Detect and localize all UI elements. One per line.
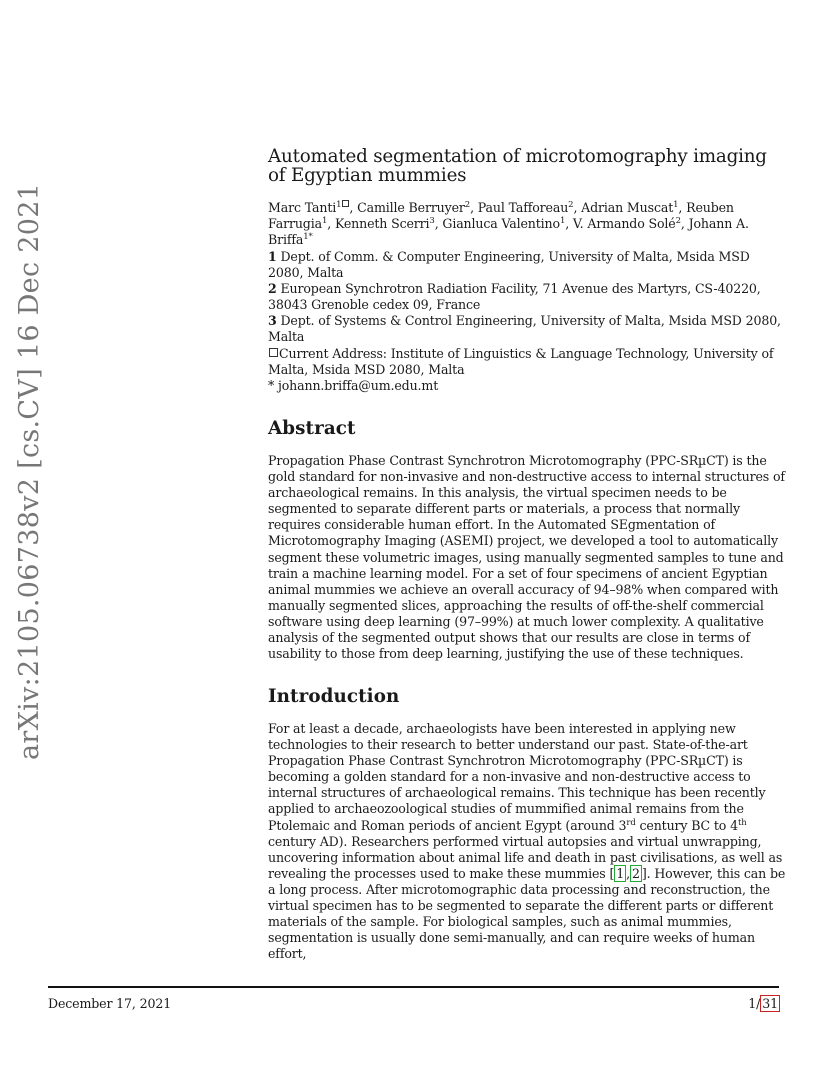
introduction-heading: Introduction	[268, 686, 400, 707]
arxiv-identifier: arXiv:2105.06738v2 [cs.CV] 16 Dec 2021	[14, 182, 45, 760]
paper-title: Automated segmentation of microtomography imaging of Egyptian mummies	[268, 146, 767, 186]
citation-link-2[interactable]: 2	[631, 865, 640, 881]
citation-link-1[interactable]: 1	[616, 865, 625, 881]
footer-rule	[48, 986, 779, 988]
abstract-text: Propagation Phase Contrast Synchrotron Microtomography (PPC-SRµCT) is the gold standard for non-invasive and non-destructive access to internal structures of archaeological remains. In this analysis, the virtual specimen needs to be segmented to separate different parts or materials, a process that normally requires considerable human effort. In the Automated SEgmentation of Microtomography Imaging (ASEMI) project, we developed a tool to automatically segment these volumetric images, using manually segmented samples to tune and train a machine learning model. For a set of four specimens of ancient Egyptian animal mummies we achieve an overall accuracy of 94–98% when compared with manually segmented slices, approaching the results of off-the-shelf commercial software using deep learning (97–99%) at much lower complexity. A qualitative analysis of the segmented output shows that our results are close in terms of usability to those from deep learning, justifying the use of these techniques.	[268, 453, 785, 662]
author-name: Kenneth Scerri	[334, 216, 430, 232]
author-affiliation-mark: 1	[336, 199, 342, 210]
author-separator: ,	[680, 216, 689, 232]
author-name: Paul Tafforeau	[477, 200, 569, 215]
author-name: Reuben Farrugia	[268, 200, 734, 232]
author-name: V. Armando Solé	[572, 216, 676, 232]
author-affiliation-mark: 1*	[303, 232, 313, 242]
author-separator: ,	[470, 200, 478, 215]
affiliations	[268, 249, 788, 346]
affiliation-3: 3 Dept. of Systems & Control Engineering, University of Malta, Msida MSD 2080, Malta	[268, 313, 781, 345]
footer-date: December 17, 2021	[48, 996, 172, 1011]
square-marker-icon	[269, 348, 278, 357]
author-separator: ,	[573, 200, 582, 215]
author-name: Johann A. Briffa	[268, 216, 749, 248]
affiliation-2: 2 European Synchrotron Radiation Facility, 71 Avenue des Martyrs, CS-40220, 38043 Grenoble cedex 09, France	[268, 281, 761, 313]
author-name: Adrian Muscat	[581, 200, 674, 215]
introduction-paragraph: For at least a decade, archaeologists have been interested in applying new technologies to their research to better understand our past. State-of-the-art Propagation Phase Contrast Synchrotron Microtomography (PPC-SRµCT) is becoming a golden standard for a non-invasive and non-destructive access to internal structures of archaeological remains. This technique has been recently applied to archaeozoological studies of mummified animal remains from the Ptolemaic and Roman periods of ancient Egypt (around 3rd century BC to 4th century AD). Researchers performed virtual autopsies and virtual unwrapping, uncovering information about animal life and death in past civilisations, as well as revealing the processes used to make these mummies [ 1 , 2 ]. However, this can be a long process. After microtomographic data processing and reconstruction, the virtual specimen has to be segmented to separate the different parts or different materials of the sample. For biological samples, such as animal mummies, segmentation is usually done semi-manually, and can require weeks of human effort,	[268, 721, 786, 962]
abstract-heading: Abstract	[268, 418, 356, 439]
affiliation-1: 1 Dept. of Comm. & Computer Engineering, University of Malta, Msida MSD 2080, Malta	[268, 249, 750, 281]
author-list	[268, 200, 788, 248]
author-separator: ,	[565, 216, 573, 232]
author-affiliation-mark: 1	[321, 215, 328, 226]
author-affiliation-mark: 2	[464, 199, 471, 210]
author-separator: ,	[434, 216, 443, 232]
author-affiliation-mark: 3	[429, 215, 435, 226]
author-affiliation-mark: 2	[675, 215, 681, 226]
author-name: Marc Tanti	[268, 200, 337, 215]
author-name: Camille Berruyer	[357, 200, 465, 215]
author-affiliation-mark: 1	[559, 215, 566, 226]
current-address: Current Address: Institute of Linguistics & Language Technology, University of Malta, Msida MSD 2080, Malta	[268, 346, 774, 378]
author-separator: ,	[678, 200, 687, 215]
corresponding-email: * johann.briffa@um.edu.mt	[268, 378, 439, 394]
total-pages-link[interactable]: 31	[762, 996, 778, 1011]
author-notes	[268, 346, 788, 394]
page-number: 1/ 31	[748, 996, 778, 1011]
author-affiliation-mark: 1	[673, 199, 679, 210]
author-separator: ,	[349, 200, 358, 215]
author-separator: ,	[327, 216, 335, 232]
author-name: Gianluca Valentino	[442, 216, 560, 232]
author-affiliation-mark: 2	[568, 199, 574, 210]
